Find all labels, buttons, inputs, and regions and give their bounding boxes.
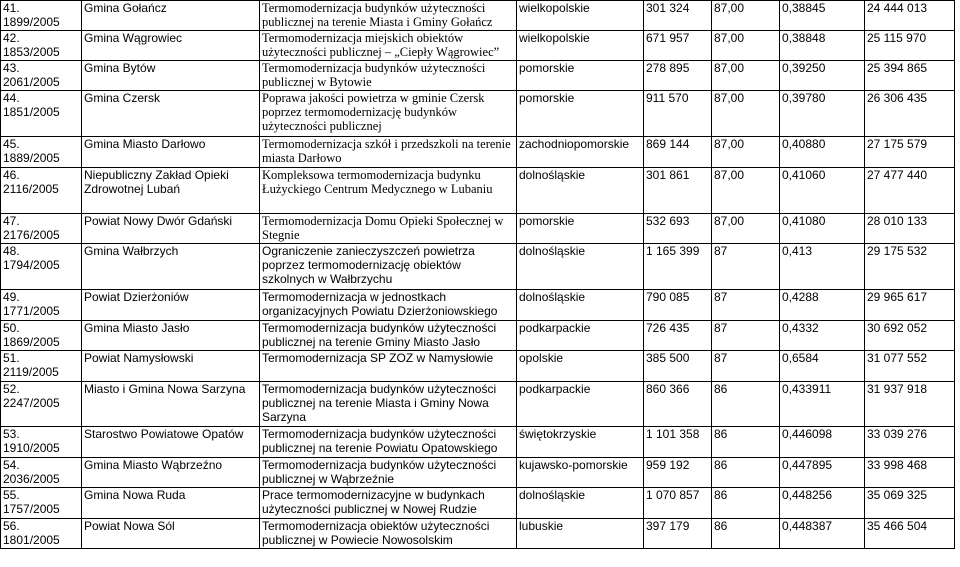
cell-koszt: 869 144 (644, 137, 712, 168)
row-number: 48. (3, 244, 20, 258)
cell-kwota: 33 039 276 (865, 427, 955, 458)
cell-procent: 87,00 (712, 137, 780, 168)
cell-procent: 87,00 (712, 91, 780, 137)
cell-procent: 87,00 (712, 61, 780, 91)
application-number: 1794/2005 (3, 258, 60, 272)
cell-beneficjent: Gmina Miasto Darłowo (82, 137, 260, 168)
cell-procent: 86 (712, 519, 780, 549)
cell-kwota: 31 077 552 (865, 351, 955, 382)
cell-beneficjent: Powiat Dzierżoniów (82, 290, 260, 321)
cell-beneficjent: Gmina Wałbrzych (82, 244, 260, 290)
cell-procent: 87,00 (712, 31, 780, 61)
cell-koszt: 301 861 (644, 168, 712, 214)
application-number: 2061/2005 (3, 75, 60, 89)
row-number: 56. (3, 519, 20, 533)
application-number: 2176/2005 (3, 228, 60, 242)
cell-id (1, 137, 82, 168)
cell-beneficjent: Gmina Nowa Ruda (82, 488, 260, 519)
cell-id (1, 427, 82, 458)
cell-koszt: 1 070 857 (644, 488, 712, 519)
table-row (1, 382, 955, 427)
cell-beneficjent: Gmina Gołańcz (82, 1, 260, 31)
cell-id (1, 488, 82, 519)
cell-wskaznik: 0,446098 (780, 427, 865, 458)
cell-wskaznik: 0,39250 (780, 61, 865, 91)
cell-wskaznik: 0,447895 (780, 458, 865, 488)
cell-koszt: 385 500 (644, 351, 712, 382)
cell-id (1, 382, 82, 427)
table-row (1, 321, 955, 351)
table-row (1, 91, 955, 137)
cell-wojewodztwo: wielkopolskie (517, 1, 644, 31)
cell-kwota: 27 175 579 (865, 137, 955, 168)
cell-projekt: Termomodernizacja szkół i przedszkoli na terenie miasta Darłowo (260, 137, 517, 168)
cell-id (1, 351, 82, 382)
application-number: 1851/2005 (3, 105, 60, 119)
cell-kwota: 33 998 468 (865, 458, 955, 488)
table-row (1, 1, 955, 31)
cell-wojewodztwo: kujawsko-pomorskie (517, 458, 644, 488)
row-number: 55. (3, 488, 20, 502)
cell-beneficjent: Starostwo Powiatowe Opatów (82, 427, 260, 458)
table-row (1, 519, 955, 549)
application-number: 2119/2005 (3, 365, 59, 379)
application-number: 2247/2005 (3, 396, 60, 410)
cell-wojewodztwo: dolnośląskie (517, 244, 644, 290)
table-row (1, 458, 955, 488)
cell-beneficjent: Niepubliczny Zakład Opieki Zdrowotnej Lubań (82, 168, 260, 214)
cell-koszt: 671 957 (644, 31, 712, 61)
cell-procent: 87 (712, 290, 780, 321)
cell-id (1, 214, 82, 244)
table-row (1, 488, 955, 519)
cell-wojewodztwo: zachodniopomorskie (517, 137, 644, 168)
cell-kwota: 25 115 970 (865, 31, 955, 61)
row-number: 53. (3, 427, 20, 441)
row-number: 46. (3, 168, 20, 182)
cell-procent: 87,00 (712, 168, 780, 214)
cell-kwota: 29 965 617 (865, 290, 955, 321)
table-row (1, 351, 955, 382)
cell-procent: 87 (712, 244, 780, 290)
cell-wojewodztwo: dolnośląskie (517, 488, 644, 519)
cell-beneficjent: Powiat Nowa Sól (82, 519, 260, 549)
cell-kwota: 28 010 133 (865, 214, 955, 244)
cell-id (1, 290, 82, 321)
table-body (1, 1, 955, 549)
cell-kwota: 29 175 532 (865, 244, 955, 290)
cell-id (1, 31, 82, 61)
row-number: 41. (3, 1, 20, 15)
cell-wskaznik: 0,39780 (780, 91, 865, 137)
cell-wojewodztwo: pomorskie (517, 214, 644, 244)
cell-id (1, 91, 82, 137)
cell-beneficjent: Powiat Nowy Dwór Gdański (82, 214, 260, 244)
table-row (1, 290, 955, 321)
cell-beneficjent: Miasto i Gmina Nowa Sarzyna (82, 382, 260, 427)
row-number: 47. (3, 214, 20, 228)
cell-wojewodztwo: pomorskie (517, 61, 644, 91)
cell-wojewodztwo: opolskie (517, 351, 644, 382)
application-number: 2116/2005 (3, 182, 59, 196)
cell-projekt: Termomodernizacja Domu Opieki Społecznej w Stegnie (260, 214, 517, 244)
table-row (1, 244, 955, 290)
row-number: 45. (3, 137, 20, 151)
application-number: 1889/2005 (3, 151, 60, 165)
cell-projekt: Termomodernizacja obiektów użyteczności publicznej w Powiecie Nowosolskim (260, 519, 517, 549)
cell-projekt: Termomodernizacja budynków użyteczności publicznej na terenie Powiatu Opatowskiego (260, 427, 517, 458)
row-number: 54. (3, 458, 20, 472)
cell-wojewodztwo: podkarpackie (517, 321, 644, 351)
cell-koszt: 397 179 (644, 519, 712, 549)
cell-kwota: 35 069 325 (865, 488, 955, 519)
cell-wskaznik: 0,38848 (780, 31, 865, 61)
cell-wojewodztwo: dolnośląskie (517, 290, 644, 321)
table-row (1, 61, 955, 91)
cell-koszt: 860 366 (644, 382, 712, 427)
row-number: 42. (3, 31, 20, 45)
cell-beneficjent: Powiat Namysłowski (82, 351, 260, 382)
cell-wskaznik: 0,448387 (780, 519, 865, 549)
cell-projekt: Termomodernizacja budynków użyteczności publicznej na terenie Miasta i Gminy Gołańcz (260, 1, 517, 31)
table-row (1, 214, 955, 244)
cell-koszt: 278 895 (644, 61, 712, 91)
application-number: 1910/2005 (3, 441, 60, 455)
cell-koszt: 726 435 (644, 321, 712, 351)
cell-procent: 87 (712, 351, 780, 382)
cell-projekt: Kompleksowa termomodernizacja budynku Łużyckiego Centrum Medycznego w Lubaniu (260, 168, 517, 214)
cell-procent: 86 (712, 427, 780, 458)
cell-kwota: 35 466 504 (865, 519, 955, 549)
cell-projekt: Termomodernizacja w jednostkach organizacyjnych Powiatu Dzierżoniowskiego (260, 290, 517, 321)
cell-koszt: 911 570 (644, 91, 712, 137)
cell-beneficjent: Gmina Czersk (82, 91, 260, 137)
cell-wskaznik: 0,413 (780, 244, 865, 290)
cell-beneficjent: Gmina Miasto Wąbrzeźno (82, 458, 260, 488)
table-row (1, 137, 955, 168)
cell-koszt: 959 192 (644, 458, 712, 488)
cell-procent: 86 (712, 488, 780, 519)
application-number: 1801/2005 (3, 533, 60, 547)
table-row (1, 168, 955, 214)
cell-beneficjent: Gmina Miasto Jasło (82, 321, 260, 351)
cell-wskaznik: 0,38845 (780, 1, 865, 31)
cell-id (1, 61, 82, 91)
application-number: 1869/2005 (3, 335, 60, 349)
cell-kwota: 25 394 865 (865, 61, 955, 91)
cell-projekt: Termomodernizacja budynków użyteczności publicznej w Bytowie (260, 61, 517, 91)
cell-id (1, 1, 82, 31)
cell-projekt: Termomodernizacja budynków użyteczności publicznej na terenie Miasta i Gminy Nowa Sarzyna (260, 382, 517, 427)
cell-wskaznik: 0,433911 (780, 382, 865, 427)
cell-id (1, 321, 82, 351)
cell-wskaznik: 0,41080 (780, 214, 865, 244)
cell-kwota: 24 444 013 (865, 1, 955, 31)
cell-wojewodztwo: lubuskie (517, 519, 644, 549)
cell-procent: 87,00 (712, 214, 780, 244)
row-number: 51. (3, 351, 20, 365)
cell-kwota: 30 692 052 (865, 321, 955, 351)
cell-wojewodztwo: podkarpackie (517, 382, 644, 427)
cell-wskaznik: 0,4288 (780, 290, 865, 321)
cell-kwota: 26 306 435 (865, 91, 955, 137)
cell-wojewodztwo: świętokrzyskie (517, 427, 644, 458)
application-number: 1899/2005 (3, 15, 60, 29)
cell-id (1, 168, 82, 214)
cell-projekt: Prace termomodernizacyjne w budynkach użyteczności publicznej w Nowej Rudzie (260, 488, 517, 519)
cell-wskaznik: 0,448256 (780, 488, 865, 519)
cell-koszt: 1 165 399 (644, 244, 712, 290)
cell-id (1, 244, 82, 290)
application-number: 1771/2005 (3, 304, 60, 318)
cell-procent: 87 (712, 321, 780, 351)
cell-id (1, 458, 82, 488)
row-number: 52. (3, 382, 20, 396)
cell-wskaznik: 0,40880 (780, 137, 865, 168)
cell-beneficjent: Gmina Wągrowiec (82, 31, 260, 61)
row-number: 50. (3, 321, 20, 335)
cell-projekt: Termomodernizacja budynków użyteczności publicznej w Wąbrzeźnie (260, 458, 517, 488)
application-number: 2036/2005 (3, 472, 60, 486)
cell-koszt: 301 324 (644, 1, 712, 31)
cell-wskaznik: 0,4332 (780, 321, 865, 351)
cell-wojewodztwo: wielkopolskie (517, 31, 644, 61)
table-row (1, 31, 955, 61)
table-row (1, 427, 955, 458)
cell-wskaznik: 0,41060 (780, 168, 865, 214)
cell-koszt: 790 085 (644, 290, 712, 321)
cell-projekt: Termomodernizacja budynków użyteczności publicznej na terenie Gminy Miasto Jasło (260, 321, 517, 351)
cell-wojewodztwo: dolnośląskie (517, 168, 644, 214)
cell-id (1, 519, 82, 549)
cell-procent: 86 (712, 382, 780, 427)
cell-projekt: Termomodernizacja SP ZOZ w Namysłowie (260, 351, 517, 382)
row-number: 49. (3, 290, 20, 304)
cell-procent: 87,00 (712, 1, 780, 31)
application-number: 1757/2005 (3, 502, 60, 516)
cell-wskaznik: 0,6584 (780, 351, 865, 382)
cell-kwota: 31 937 918 (865, 382, 955, 427)
cell-projekt: Poprawa jakości powietrza w gminie Czersk poprzez termomodernizację budynków użyteczności publicznej (260, 91, 517, 137)
cell-kwota: 27 477 440 (865, 168, 955, 214)
row-number: 44. (3, 91, 20, 105)
cell-koszt: 532 693 (644, 214, 712, 244)
cell-beneficjent: Gmina Bytów (82, 61, 260, 91)
cell-wojewodztwo: pomorskie (517, 91, 644, 137)
row-number: 43. (3, 61, 20, 75)
cell-projekt: Termomodernizacja miejskich obiektów użyteczności publicznej – „Ciepły Wągrowiec” (260, 31, 517, 61)
cell-projekt: Ograniczenie zanieczyszczeń powietrza poprzez termomodernizację obiektów szkolnych w Wałbrzychu (260, 244, 517, 290)
application-number: 1853/2005 (3, 45, 60, 59)
cell-koszt: 1 101 358 (644, 427, 712, 458)
cell-procent: 86 (712, 458, 780, 488)
